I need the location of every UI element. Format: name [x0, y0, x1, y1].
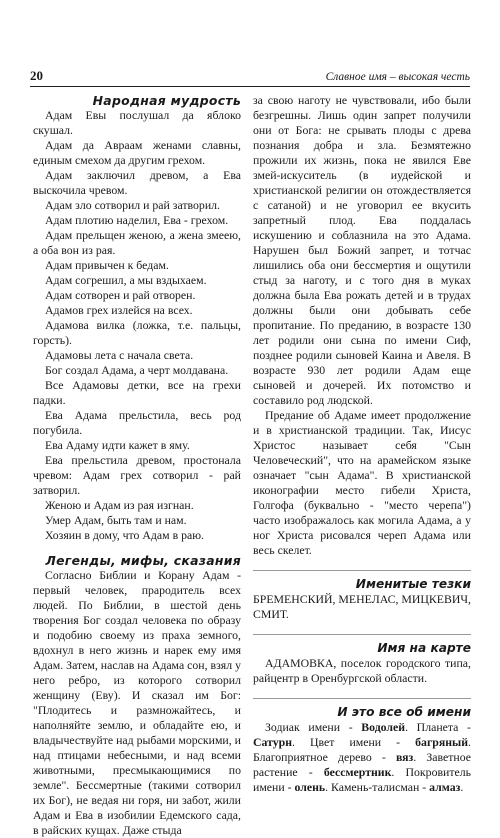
- proverb: Умер Адам, быть там и нам.: [45, 513, 187, 527]
- map-text: АДАМОВКА, поселок городского типа, райцентр в Оренбургской области.: [253, 656, 471, 685]
- legends-paragraph: Согласно Библии и Корану Адам - первый человек, прародитель всех людей. По Библии, в шестой день творения Бог создал человека по образу и подобию своему из праха земного, вдохнул в него жизнь и нарек ему имя Адам. Затем, наслав на Адама сон, взял у него ребро, из которого сотворил женщину (Еву). И сказал им Бог: "Плодитесь и размножайтесь, и наполняйте землю, и обладайте ею, и владычествуйте над рыбами морскими, и над птицами небесными, и над всеми животными, пресмыкающимися по земле". Бессмертные (такими сотворил их Бог), не ведая ни горя, ни забот, жили Адам и Ева в изобилии Едемского сада, в райских кущах. Даже стыда: [33, 568, 241, 837]
- proverb: Адам зло сотворил и рай затворил.: [45, 198, 220, 212]
- planet-value: Сатурн: [253, 735, 293, 749]
- section-divider: [253, 570, 471, 571]
- proverb: Адам привычен к бедам.: [45, 258, 169, 272]
- about-text: [253, 720, 471, 795]
- about-label: . Цвет имени -: [292, 735, 416, 749]
- patron-value: олень: [294, 780, 326, 794]
- stone-value: алмаз: [429, 780, 461, 794]
- proverb: Адам Евы послушал да яблоко скушал.: [33, 108, 241, 137]
- proverb: Адам сотворен и рай отворен.: [45, 288, 196, 302]
- about-label: . Планета -: [405, 720, 471, 734]
- page-number: 20: [30, 68, 43, 83]
- proverb: Адамов грех излейся на всех.: [45, 303, 193, 317]
- legends-heading: Легенды, мифы, сказания: [45, 553, 241, 568]
- proverb: Адам заключил древом, а Ева выскочила чревом.: [33, 168, 241, 197]
- proverb: Хозяин в дому, что Адам в раю.: [45, 528, 204, 542]
- legends-continuation: за свою наготу не чувствовали, ибо были безгрешны. Лишь один запрет получили они от Бога: не срывать плоды с древа познания добра и зла. Безмятежно прожили их жизнь, пока не явился Еве змей-искуситель (в иудейской и христианской религии он отождествляется с сатаной) и не уговорил ее вкусить запретный плод. Ева поддалась искушению и соблазнила на это Адама. Нарушен был Божий запрет, и тотчас лишились оба они бессмертия и ощутили стыд за наготу, и с того дня в муках должна была Ева рожать детей и в трудах должны были они добывать себе пропитание. По преданию, в возрасте 130 лет родили они сына по имени Сиф, позднее родили сыновей Каина и Авеля. В возрасте 930 лет родили Адам еще сыновей и дочерей. Их потомство и составило род людской.: [253, 93, 471, 407]
- proverb: Адам согрешил, а мы вздыхаем.: [45, 273, 207, 287]
- proverb: Адам плотию наделил, Ева - грехом.: [45, 213, 229, 227]
- running-title: Славное имя – высокая честь: [325, 71, 470, 83]
- namesakes-text: БРЕМЕНСКИЙ, МЕНЕЛАС, МИЦКЕВИЧ, СМИТ.: [253, 592, 472, 621]
- proverb: Адамовы лета с начала света.: [45, 348, 194, 362]
- proverbs-heading: Народная мудрость: [92, 93, 241, 108]
- page-header: [30, 64, 470, 87]
- christian-tradition-paragraph: Предание об Адаме имеет продолжение и в христианской традиции. Так, Иисус Христос называет себя "Сын Человеческий", что на арамейском языке означает "сын Адама". В христианской иконографии место гибели Христа, Голгофа (буквально - "место черепа") часто изображалось как могила Адама, а у ног Христа рисовался череп Адама или весь скелет.: [253, 408, 471, 557]
- zodiac-value: Водолей: [361, 720, 406, 734]
- about-label: . Благоприятное дерево -: [253, 735, 471, 764]
- proverb: Женою и Адам из рая изгнан.: [45, 498, 194, 512]
- section-divider: [253, 698, 471, 699]
- about-label: .: [460, 780, 464, 794]
- map-heading: Имя на карте: [377, 641, 471, 655]
- proverb: Все Адамовы детки, все на грехи падки.: [33, 378, 241, 407]
- proverb: Адам да Авраам женами славны, единым смехом да другим грехом.: [33, 138, 241, 167]
- proverb: Адамова вилка (ложка, т.е. пальцы, горсть).: [33, 318, 241, 347]
- about-heading: И это все об имени: [337, 705, 471, 719]
- about-label: Зодиак имени -: [265, 720, 362, 734]
- about-label: . Покровитель имени -: [253, 765, 472, 794]
- plant-value: бессмертник: [323, 765, 392, 779]
- about-label: . Камень-талисман -: [325, 780, 430, 794]
- proverbs-list: [33, 108, 241, 543]
- proverb: Ева Адаму идти кажет в яму.: [45, 438, 190, 452]
- proverb: Бог создал Адама, а черт молдавана.: [45, 363, 229, 377]
- section-divider: [253, 634, 471, 635]
- proverb: Адам прельщен женою, а жена змеею, а оба вон из рая.: [33, 228, 241, 257]
- proverb: Ева Адама прельстила, весь род погубила.: [33, 408, 241, 437]
- about-label: . Заветное растение -: [253, 750, 472, 779]
- proverb: Ева прельстила древом, простонала чревом: Адам грех сотворил - рай затворил.: [33, 453, 241, 497]
- tree-value: вяз: [395, 750, 414, 764]
- color-value: багряный: [415, 735, 469, 749]
- namesakes-heading: Именитые тезки: [355, 577, 471, 591]
- left-column: [33, 93, 241, 838]
- right-column: [253, 93, 471, 795]
